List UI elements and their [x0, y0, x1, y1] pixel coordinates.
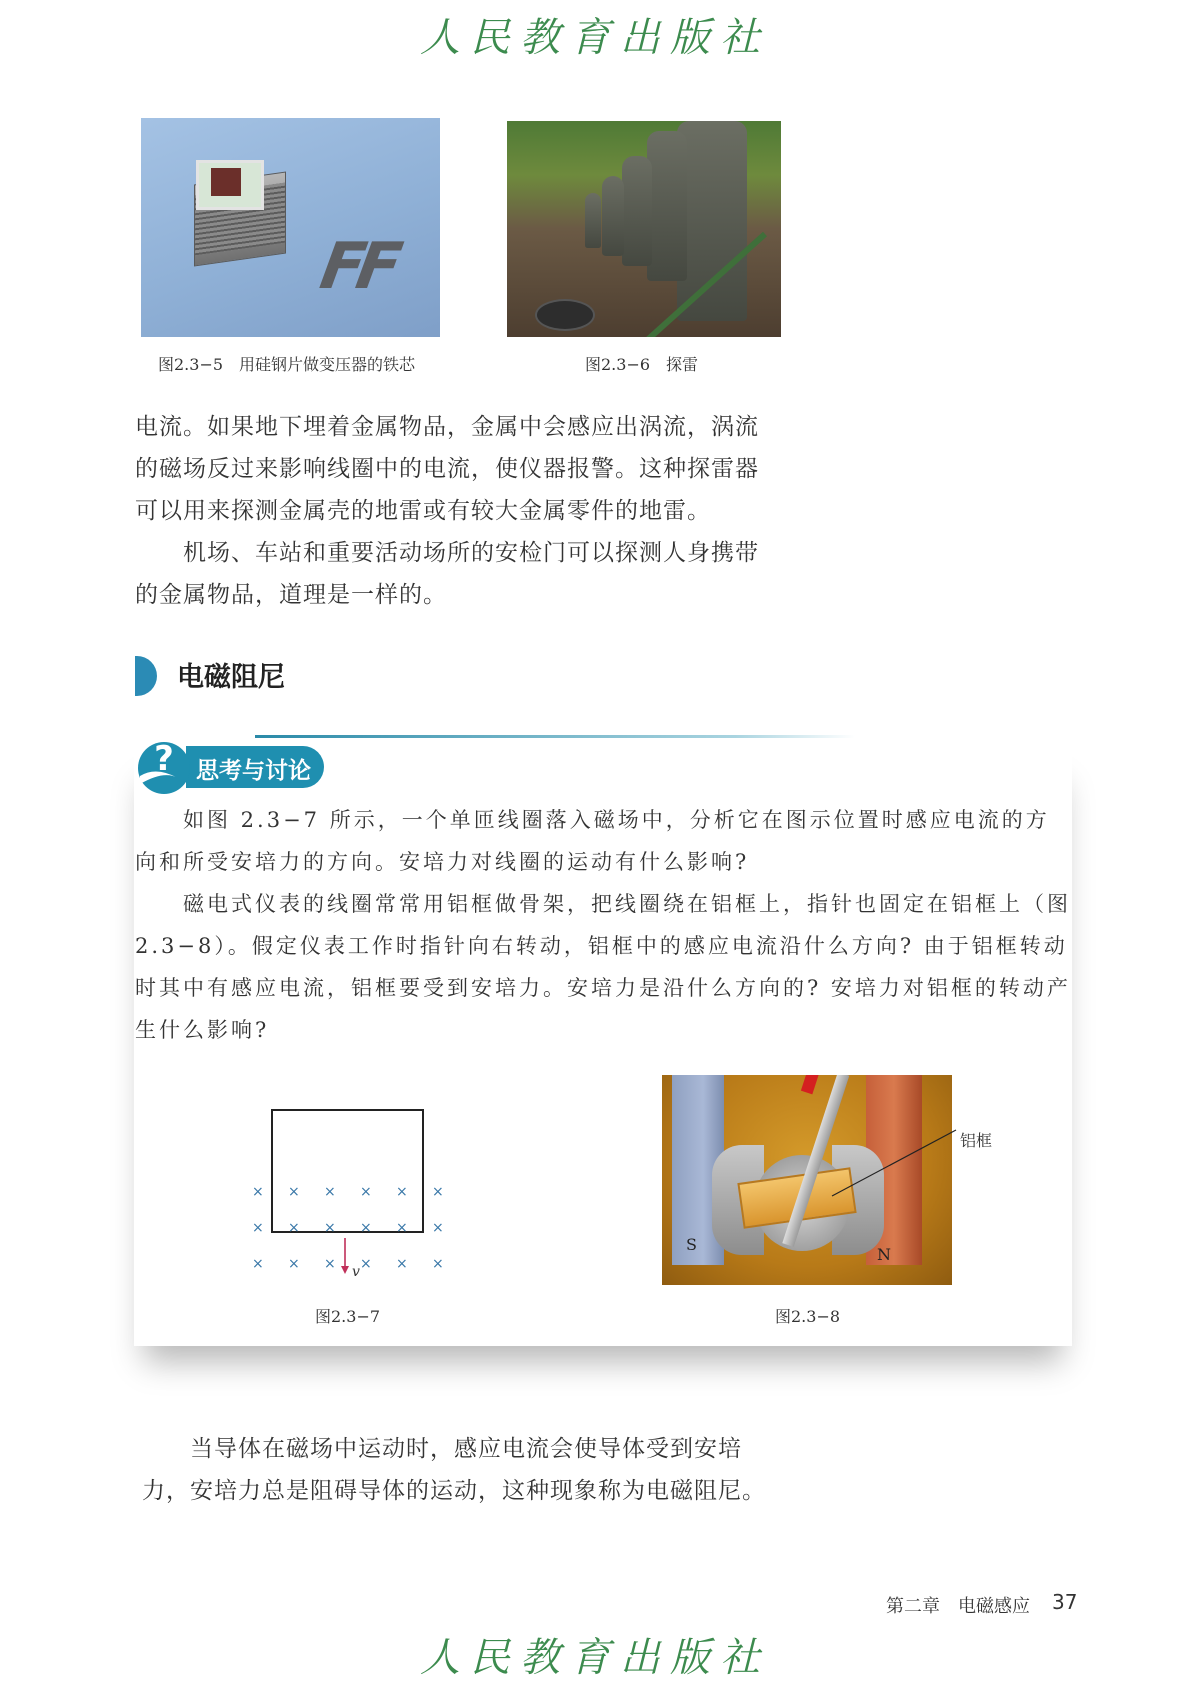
- field-cross-icon: ×: [432, 1220, 444, 1236]
- discussion-paragraph-2: 磁电式仪表的线圈常常用铝框做骨架，把线圈绕在铝框上，指针也固定在铝框上（图 2.3−8）。假定仪表工作时指针向右转动，铝框中的感应电流沿什么方向? 由于铝框转动时其中有感应电流，铝框要受到安培力。安培力是沿什么方向的? 安培力对铝框的转动产生什么影响?: [135, 892, 1071, 1042]
- discussion-text: [135, 799, 1073, 1051]
- field-cross-icon: ×: [324, 1220, 336, 1236]
- field-cross-icon: ×: [252, 1184, 264, 1200]
- fig-2-3-7-diagram: [240, 1108, 460, 1288]
- demining-photo: [507, 121, 781, 337]
- discussion-paragraph-1: 如图 2.3−7 所示，一个单匝线圈落入磁场中，分析它在图示位置时感应电流的方向和所受安培力的方向。安培力对线圈的运动有什么影响?: [135, 808, 1050, 874]
- field-cross-icon: ×: [396, 1256, 408, 1272]
- coil-loop: [271, 1109, 424, 1233]
- conclusion-paragraph: 当导体在磁场中运动时，感应电流会使导体受到安培力，安培力总是阻碍导体的运动，这种现象称为电磁阻尼。: [142, 1436, 766, 1504]
- fig-2-3-7-caption: 图2.3−7: [315, 1307, 381, 1326]
- transformer-core-photo: FF: [141, 118, 440, 337]
- field-cross-icon: ×: [252, 1220, 264, 1236]
- field-cross-icon: ×: [288, 1220, 300, 1236]
- fig-2-3-5-caption: 图2.3−5 用硅钢片做变压器的铁芯: [158, 355, 416, 374]
- field-cross-icon: ×: [396, 1220, 408, 1236]
- frame-leader-line: [830, 1128, 960, 1198]
- body-paragraph-1: 电流。如果地下埋着金属物品，金属中会感应出涡流，涡流的磁场反过来影响线圈中的电流，使仪器报警。这种探雷器可以用来探测金属壳的地雷或有较大金属零件的地雷。: [135, 414, 759, 524]
- field-cross-icon: ×: [288, 1184, 300, 1200]
- field-cross-icon: ×: [360, 1220, 372, 1236]
- pole-n-label: N: [877, 1245, 891, 1264]
- discussion-rule: [255, 735, 855, 738]
- publisher-header: 人民教育出版社: [420, 15, 770, 61]
- field-cross-icon: ×: [360, 1184, 372, 1200]
- footer-chapter: 第二章 电磁感应: [886, 1596, 1030, 1617]
- body-paragraph-2: 机场、车站和重要活动场所的安检门可以探测人身携带的金属物品，道理是一样的。: [135, 540, 759, 608]
- discussion-title: 思考与讨论: [196, 758, 311, 784]
- svg-text:?: ?: [154, 740, 174, 779]
- conclusion-text: [142, 1428, 770, 1512]
- section-marker-icon: [135, 656, 157, 696]
- section-title: 电磁阻尼: [177, 662, 285, 693]
- field-cross-icon: ×: [288, 1256, 300, 1272]
- frame-label: 铝框: [960, 1131, 993, 1150]
- field-cross-icon: ×: [252, 1256, 264, 1272]
- field-cross-icon: ×: [396, 1184, 408, 1200]
- field-cross-icon: ×: [360, 1256, 372, 1272]
- body-text-block: [135, 406, 763, 616]
- pole-s-label: S: [686, 1235, 697, 1254]
- field-cross-icon: ×: [432, 1256, 444, 1272]
- publisher-footer: 人民教育出版社: [420, 1635, 770, 1681]
- page-number: 37: [1052, 1590, 1078, 1614]
- field-cross-icon: ×: [324, 1184, 336, 1200]
- fig-2-3-8-caption: 图2.3−8: [775, 1307, 841, 1326]
- field-cross-icon: ×: [432, 1184, 444, 1200]
- question-mark-icon: [134, 740, 194, 796]
- velocity-label: v: [352, 1264, 360, 1280]
- fig-2-3-6-caption: 图2.3−6 探雷: [585, 355, 699, 374]
- field-cross-icon: ×: [324, 1256, 336, 1272]
